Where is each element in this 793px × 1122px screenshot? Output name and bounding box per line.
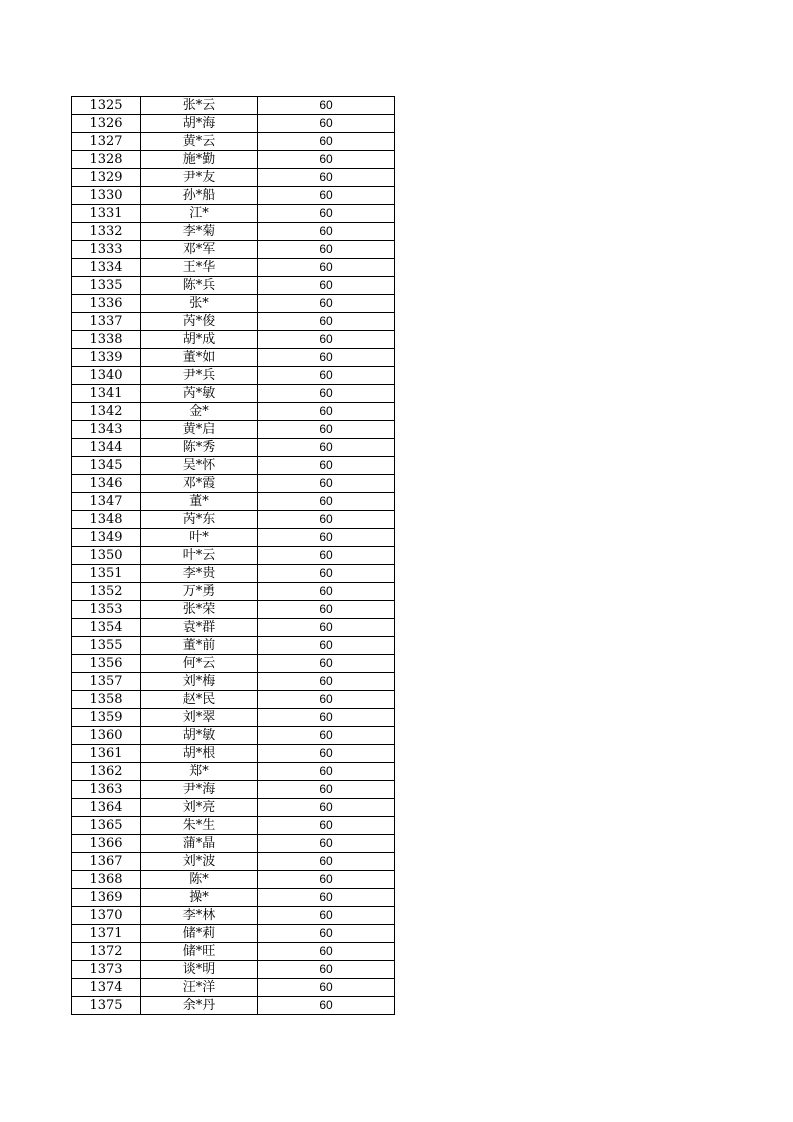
row-score-cell: 60 [258, 997, 395, 1015]
row-id-cell: 1357 [72, 673, 141, 691]
row-id-cell: 1369 [72, 889, 141, 907]
table-row [72, 277, 395, 295]
table-row [72, 673, 395, 691]
table-row [72, 745, 395, 763]
row-name-cell: 叶*云 [141, 547, 258, 565]
row-score-cell: 60 [258, 979, 395, 997]
row-name-cell: 邓*霞 [141, 475, 258, 493]
row-score-cell: 60 [258, 511, 395, 529]
row-id-cell: 1368 [72, 871, 141, 889]
table-row [72, 763, 395, 781]
row-id-cell: 1372 [72, 943, 141, 961]
row-id-cell: 1350 [72, 547, 141, 565]
row-name-cell: 孙*船 [141, 187, 258, 205]
row-score-cell: 60 [258, 637, 395, 655]
row-id-cell: 1337 [72, 313, 141, 331]
row-score-cell: 60 [258, 709, 395, 727]
row-name-cell: 刘*梅 [141, 673, 258, 691]
row-id-cell: 1330 [72, 187, 141, 205]
row-score-cell: 60 [258, 961, 395, 979]
row-name-cell: 刘*翠 [141, 709, 258, 727]
row-name-cell: 朱*生 [141, 817, 258, 835]
row-id-cell: 1373 [72, 961, 141, 979]
table-row [72, 799, 395, 817]
row-score-cell: 60 [258, 619, 395, 637]
table-row [72, 295, 395, 313]
row-name-cell: 胡*敏 [141, 727, 258, 745]
row-id-cell: 1355 [72, 637, 141, 655]
row-name-cell: 张*云 [141, 97, 258, 115]
row-name-cell: 李*菊 [141, 223, 258, 241]
row-id-cell: 1327 [72, 133, 141, 151]
table-row [72, 511, 395, 529]
table-row [72, 727, 395, 745]
row-id-cell: 1374 [72, 979, 141, 997]
row-score-cell: 60 [258, 673, 395, 691]
row-score-cell: 60 [258, 133, 395, 151]
row-name-cell: 蒲*晶 [141, 835, 258, 853]
table-row [72, 547, 395, 565]
row-id-cell: 1326 [72, 115, 141, 133]
row-name-cell: 黄*启 [141, 421, 258, 439]
table-row [72, 169, 395, 187]
table-row [72, 691, 395, 709]
row-name-cell: 汪*洋 [141, 979, 258, 997]
table-row [72, 961, 395, 979]
table-row [72, 529, 395, 547]
row-score-cell: 60 [258, 763, 395, 781]
row-name-cell: 董*如 [141, 349, 258, 367]
row-name-cell: 赵*民 [141, 691, 258, 709]
table-row [72, 97, 395, 115]
table-row [72, 889, 395, 907]
table-row [72, 655, 395, 673]
data-table [71, 96, 395, 1015]
row-score-cell: 60 [258, 403, 395, 421]
row-score-cell: 60 [258, 601, 395, 619]
row-id-cell: 1343 [72, 421, 141, 439]
row-name-cell: 谈*明 [141, 961, 258, 979]
row-score-cell: 60 [258, 457, 395, 475]
row-score-cell: 60 [258, 169, 395, 187]
table-row [72, 115, 395, 133]
row-name-cell: 董*前 [141, 637, 258, 655]
row-name-cell: 胡*成 [141, 331, 258, 349]
row-name-cell: 陈*兵 [141, 277, 258, 295]
row-id-cell: 1342 [72, 403, 141, 421]
table-body [72, 97, 395, 1015]
table-row [72, 943, 395, 961]
row-score-cell: 60 [258, 745, 395, 763]
row-id-cell: 1325 [72, 97, 141, 115]
row-id-cell: 1349 [72, 529, 141, 547]
table-row [72, 187, 395, 205]
table-row [72, 637, 395, 655]
table-row [72, 781, 395, 799]
table-row [72, 619, 395, 637]
row-name-cell: 胡*海 [141, 115, 258, 133]
table-row [72, 385, 395, 403]
row-id-cell: 1352 [72, 583, 141, 601]
row-id-cell: 1341 [72, 385, 141, 403]
row-score-cell: 60 [258, 727, 395, 745]
row-id-cell: 1334 [72, 259, 141, 277]
row-score-cell: 60 [258, 529, 395, 547]
row-score-cell: 60 [258, 889, 395, 907]
row-name-cell: 郑* [141, 763, 258, 781]
row-score-cell: 60 [258, 817, 395, 835]
row-id-cell: 1370 [72, 907, 141, 925]
row-id-cell: 1365 [72, 817, 141, 835]
row-name-cell: 董* [141, 493, 258, 511]
row-score-cell: 60 [258, 943, 395, 961]
row-score-cell: 60 [258, 853, 395, 871]
row-score-cell: 60 [258, 565, 395, 583]
row-name-cell: 尹*海 [141, 781, 258, 799]
row-id-cell: 1366 [72, 835, 141, 853]
row-score-cell: 60 [258, 781, 395, 799]
table-row [72, 601, 395, 619]
row-name-cell: 芮*东 [141, 511, 258, 529]
row-name-cell: 芮*敏 [141, 385, 258, 403]
row-id-cell: 1359 [72, 709, 141, 727]
row-score-cell: 60 [258, 547, 395, 565]
row-score-cell: 60 [258, 349, 395, 367]
row-name-cell: 王*华 [141, 259, 258, 277]
table-row [72, 259, 395, 277]
row-name-cell: 李*贵 [141, 565, 258, 583]
row-score-cell: 60 [258, 187, 395, 205]
row-id-cell: 1362 [72, 763, 141, 781]
table-row [72, 421, 395, 439]
row-name-cell: 何*云 [141, 655, 258, 673]
table-row [72, 313, 395, 331]
table-row [72, 241, 395, 259]
row-id-cell: 1367 [72, 853, 141, 871]
row-name-cell: 尹*兵 [141, 367, 258, 385]
row-score-cell: 60 [258, 655, 395, 673]
row-name-cell: 操* [141, 889, 258, 907]
row-id-cell: 1358 [72, 691, 141, 709]
row-id-cell: 1340 [72, 367, 141, 385]
table-row [72, 151, 395, 169]
row-id-cell: 1351 [72, 565, 141, 583]
row-id-cell: 1328 [72, 151, 141, 169]
row-score-cell: 60 [258, 295, 395, 313]
table-row [72, 979, 395, 997]
row-id-cell: 1346 [72, 475, 141, 493]
row-score-cell: 60 [258, 313, 395, 331]
row-score-cell: 60 [258, 385, 395, 403]
table-row [72, 439, 395, 457]
row-score-cell: 60 [258, 925, 395, 943]
row-name-cell: 余*丹 [141, 997, 258, 1015]
row-id-cell: 1363 [72, 781, 141, 799]
table-row [72, 709, 395, 727]
row-name-cell: 万*勇 [141, 583, 258, 601]
row-score-cell: 60 [258, 493, 395, 511]
row-id-cell: 1335 [72, 277, 141, 295]
row-score-cell: 60 [258, 475, 395, 493]
row-id-cell: 1361 [72, 745, 141, 763]
row-id-cell: 1375 [72, 997, 141, 1015]
table-row [72, 367, 395, 385]
row-score-cell: 60 [258, 421, 395, 439]
table-row [72, 817, 395, 835]
table-row [72, 835, 395, 853]
row-name-cell: 储*旺 [141, 943, 258, 961]
row-name-cell: 储*莉 [141, 925, 258, 943]
row-id-cell: 1345 [72, 457, 141, 475]
row-name-cell: 黄*云 [141, 133, 258, 151]
table-row [72, 583, 395, 601]
table-row [72, 907, 395, 925]
row-score-cell: 60 [258, 583, 395, 601]
row-id-cell: 1333 [72, 241, 141, 259]
table-row [72, 493, 395, 511]
table-row [72, 457, 395, 475]
row-score-cell: 60 [258, 205, 395, 223]
row-score-cell: 60 [258, 367, 395, 385]
row-name-cell: 李*林 [141, 907, 258, 925]
row-score-cell: 60 [258, 223, 395, 241]
row-score-cell: 60 [258, 691, 395, 709]
row-name-cell: 江* [141, 205, 258, 223]
row-name-cell: 施*勤 [141, 151, 258, 169]
row-score-cell: 60 [258, 115, 395, 133]
row-name-cell: 吴*怀 [141, 457, 258, 475]
table-row [72, 133, 395, 151]
row-score-cell: 60 [258, 835, 395, 853]
row-name-cell: 张* [141, 295, 258, 313]
table-row [72, 853, 395, 871]
row-id-cell: 1336 [72, 295, 141, 313]
row-score-cell: 60 [258, 331, 395, 349]
table-row [72, 349, 395, 367]
row-score-cell: 60 [258, 241, 395, 259]
row-id-cell: 1332 [72, 223, 141, 241]
table-row [72, 223, 395, 241]
row-id-cell: 1331 [72, 205, 141, 223]
row-score-cell: 60 [258, 439, 395, 457]
row-score-cell: 60 [258, 871, 395, 889]
row-id-cell: 1371 [72, 925, 141, 943]
row-score-cell: 60 [258, 259, 395, 277]
row-score-cell: 60 [258, 799, 395, 817]
row-id-cell: 1354 [72, 619, 141, 637]
row-id-cell: 1347 [72, 493, 141, 511]
table-row [72, 871, 395, 889]
row-name-cell: 刘*波 [141, 853, 258, 871]
row-name-cell: 刘*亮 [141, 799, 258, 817]
table-row [72, 925, 395, 943]
table-row [72, 331, 395, 349]
row-name-cell: 胡*根 [141, 745, 258, 763]
row-id-cell: 1360 [72, 727, 141, 745]
table-row [72, 565, 395, 583]
row-id-cell: 1329 [72, 169, 141, 187]
row-id-cell: 1364 [72, 799, 141, 817]
row-name-cell: 叶* [141, 529, 258, 547]
row-score-cell: 60 [258, 97, 395, 115]
row-name-cell: 尹*友 [141, 169, 258, 187]
table-row [72, 205, 395, 223]
row-id-cell: 1344 [72, 439, 141, 457]
row-name-cell: 袁*群 [141, 619, 258, 637]
row-name-cell: 陈*秀 [141, 439, 258, 457]
row-name-cell: 金* [141, 403, 258, 421]
table-row [72, 475, 395, 493]
row-name-cell: 张*荣 [141, 601, 258, 619]
row-id-cell: 1348 [72, 511, 141, 529]
row-score-cell: 60 [258, 277, 395, 295]
table-row [72, 403, 395, 421]
row-id-cell: 1338 [72, 331, 141, 349]
row-id-cell: 1353 [72, 601, 141, 619]
row-name-cell: 陈* [141, 871, 258, 889]
row-id-cell: 1339 [72, 349, 141, 367]
row-score-cell: 60 [258, 907, 395, 925]
row-name-cell: 芮*俊 [141, 313, 258, 331]
row-score-cell: 60 [258, 151, 395, 169]
row-id-cell: 1356 [72, 655, 141, 673]
row-name-cell: 邓*军 [141, 241, 258, 259]
table-row [72, 997, 395, 1015]
